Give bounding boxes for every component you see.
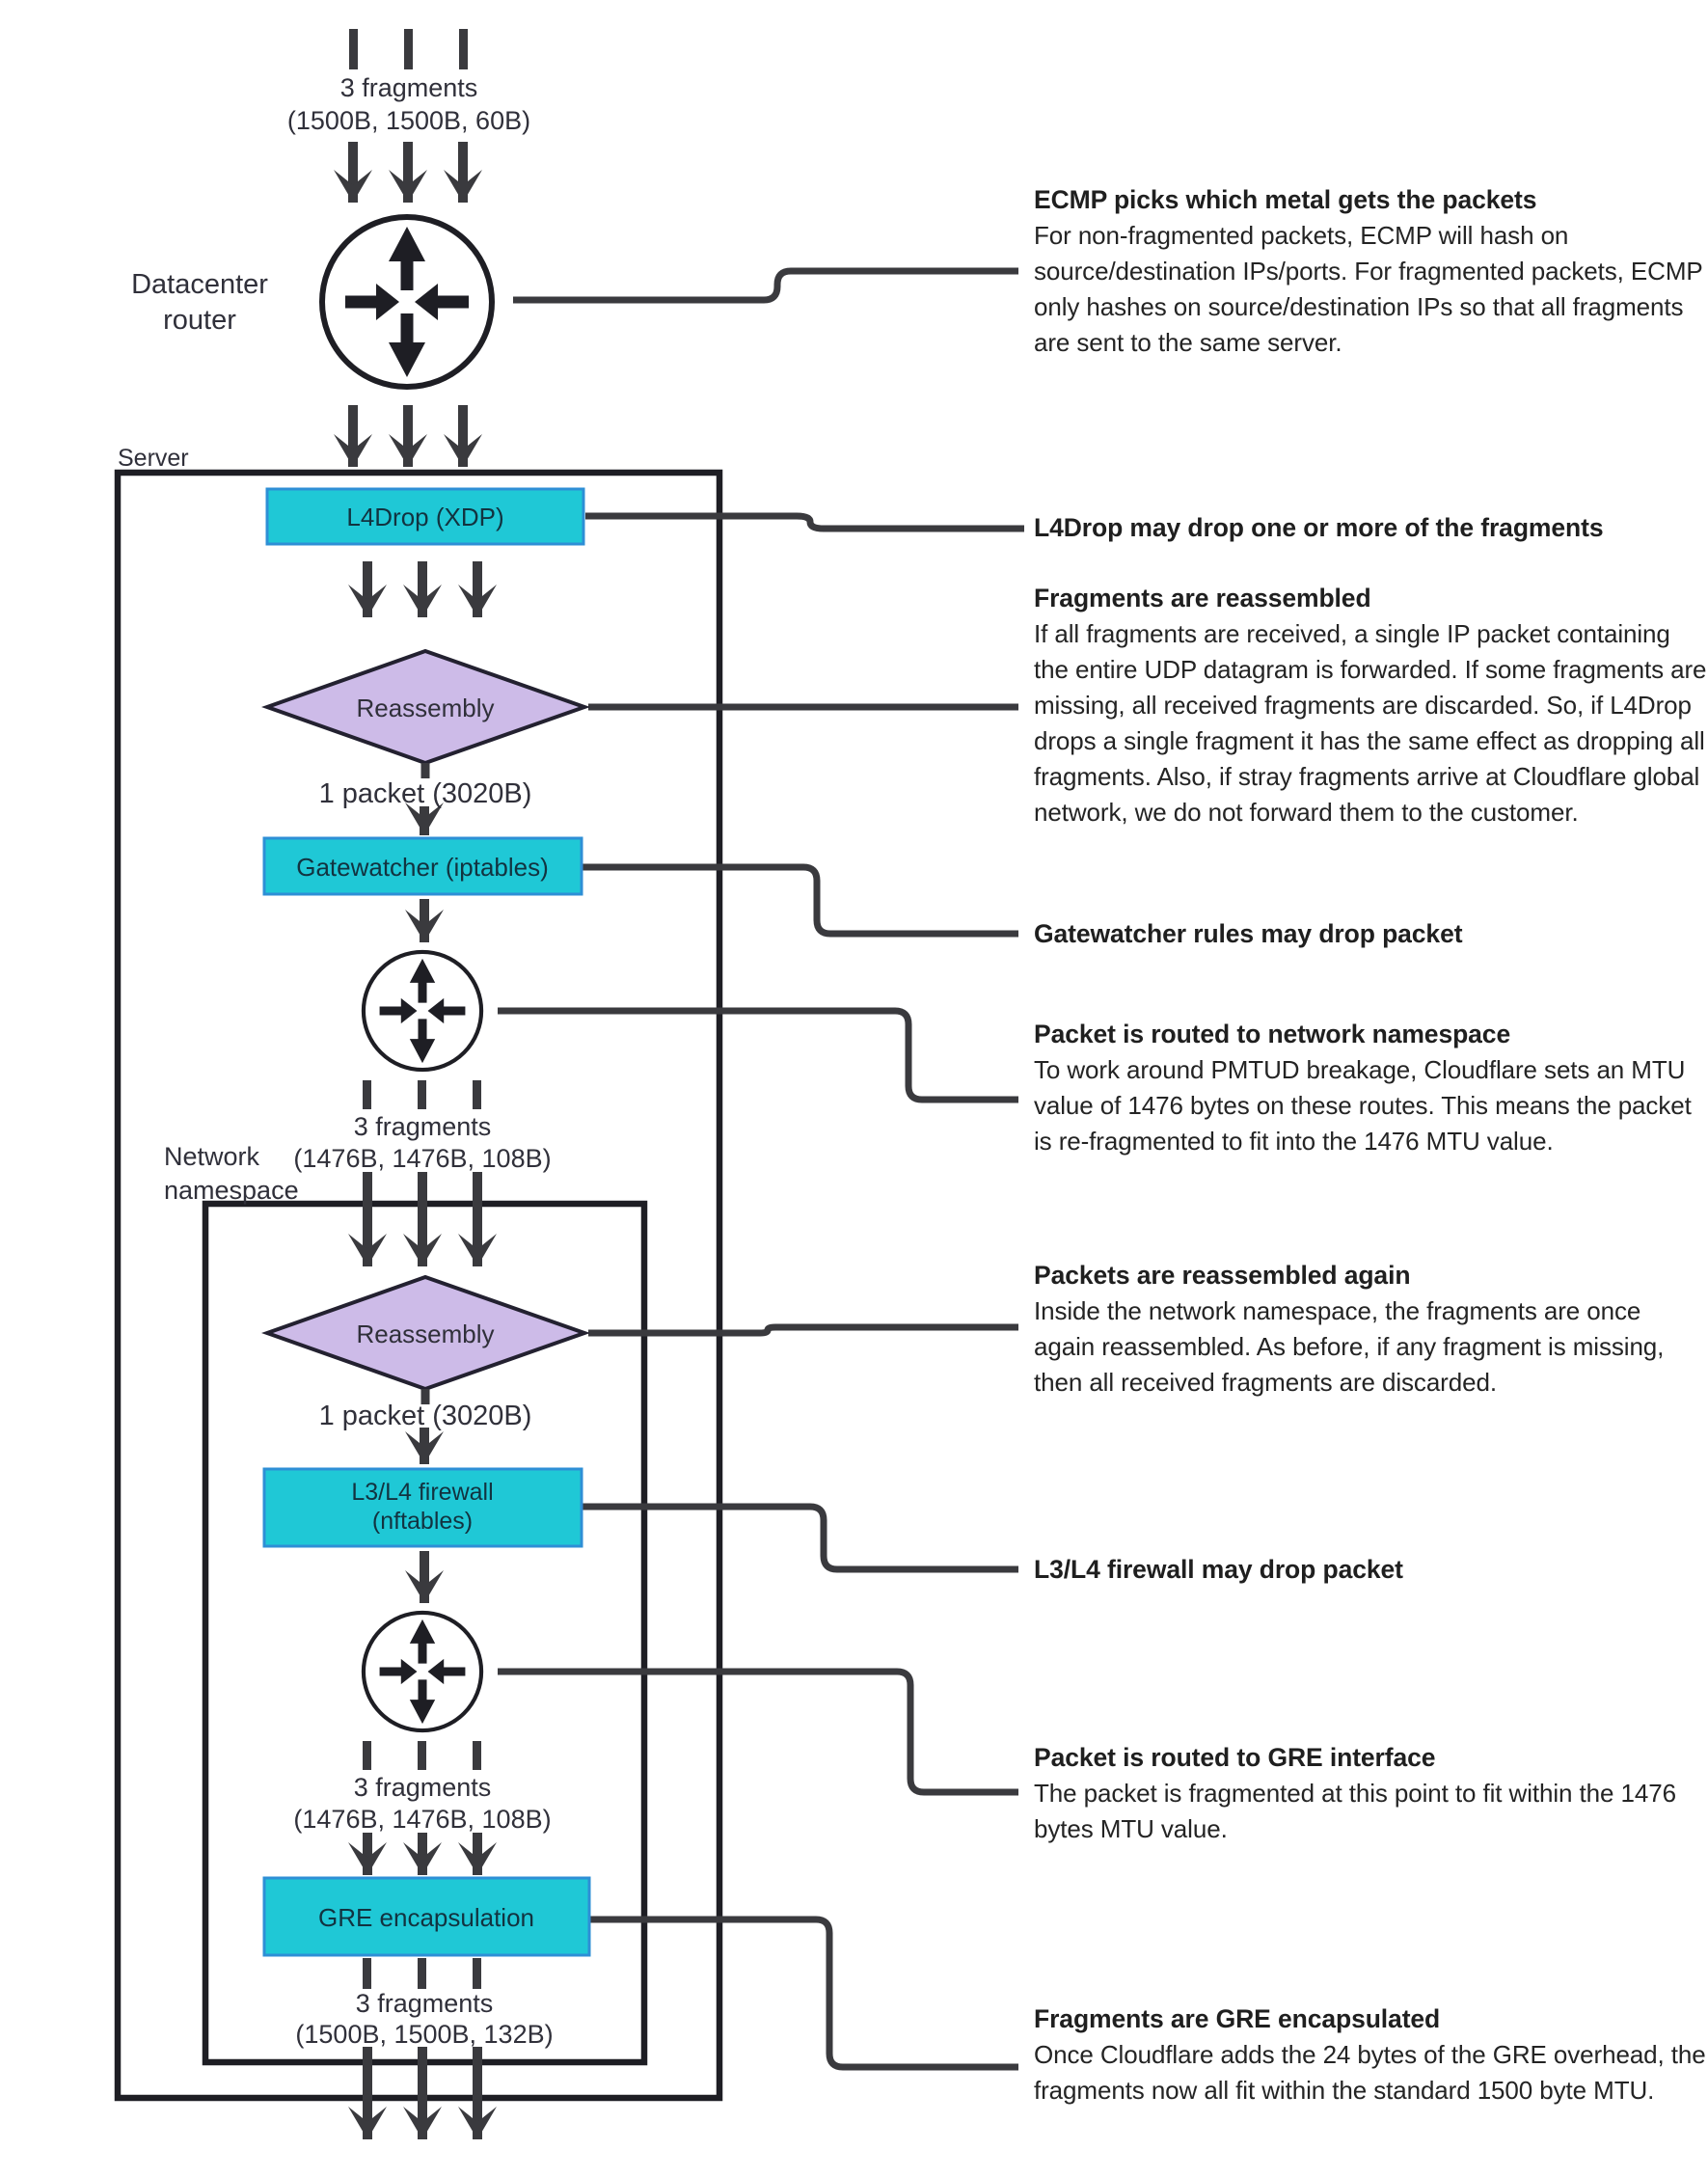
connector-ecmp bbox=[513, 271, 1018, 300]
fragments-ns-in-label: 3 fragments (1476B, 1476B, 108B) bbox=[293, 1112, 552, 1173]
server-label: Server bbox=[118, 445, 189, 472]
fragments-out-label: 3 fragments (1500B, 1500B, 132B) bbox=[295, 1989, 554, 2049]
annotation-title: Packet is routed to network namespace bbox=[1034, 1020, 1511, 1048]
diamond-stub bbox=[421, 763, 430, 778]
annotation-title: L3/L4 firewall may drop packet bbox=[1034, 1555, 1403, 1584]
annotation-firewall bbox=[1034, 1552, 1708, 1588]
annotation-title: Fragments are reassembled bbox=[1034, 584, 1371, 612]
annotation-reassembled-again bbox=[1034, 1258, 1708, 1401]
annotation-title: Packets are reassembled again bbox=[1034, 1261, 1411, 1290]
annotation-body: Once Cloudflare adds the 24 bytes of the GRE overhead, the fragments now all fit within the standard 1500 byte MTU. bbox=[1034, 2040, 1706, 2105]
annotation-gatewatcher bbox=[1034, 916, 1708, 952]
annotation-title: Gatewatcher rules may drop packet bbox=[1034, 919, 1463, 948]
datacenter-router-label: Datacenter router bbox=[131, 269, 268, 336]
annotation-title: Packet is routed to GRE interface bbox=[1034, 1743, 1436, 1772]
fragment-dashes-after-gre bbox=[363, 1958, 481, 1989]
annotation-l4drop bbox=[1034, 510, 1708, 546]
annotation-ecmp bbox=[1034, 182, 1708, 361]
reassembly-1-label: Reassembly bbox=[356, 694, 495, 722]
router-icon bbox=[364, 952, 481, 1070]
firewall-label: L3/L4 firewall (nftables) bbox=[351, 1479, 494, 1535]
gre-label: GRE encapsulation bbox=[317, 1903, 535, 1932]
fragment-dashes-top bbox=[349, 29, 468, 69]
annotation-body: If all fragments are received, a single IP packet containing the entire UDP datagram is forwarded. If some fragments are missing, all received fragments are discarded. So, if L4Drop drops a single fragment it has the same effect as dropping all fragments. Also, if stray fragments arrive at Cloudflare global network, we do not forward them to the customer. bbox=[1034, 619, 1707, 827]
annotation-body: The packet is fragmented at this point to fit within the 1476 bytes MTU value. bbox=[1034, 1779, 1676, 1843]
connector-gre-interface bbox=[498, 1672, 1018, 1792]
annotation-reassembled bbox=[1034, 581, 1708, 830]
annotation-gre-encap bbox=[1034, 2001, 1708, 2109]
network-namespace-label: Network namespace bbox=[164, 1142, 299, 1205]
fragments-gre-in-label: 3 fragments (1476B, 1476B, 108B) bbox=[293, 1773, 552, 1834]
packet-2-label: 1 packet (3020B) bbox=[318, 1401, 532, 1431]
annotation-body: Inside the network namespace, the fragments are once again reassembled. As before, if any fragment is missing, then all received fragments are discarded. bbox=[1034, 1296, 1665, 1397]
router-icon bbox=[364, 1613, 481, 1730]
packet-1-label: 1 packet (3020B) bbox=[318, 778, 532, 809]
fragment-dashes-after-router2 bbox=[363, 1080, 481, 1109]
l4drop-label: L4Drop (XDP) bbox=[346, 503, 504, 531]
gatewatcher-label: Gatewatcher (iptables) bbox=[296, 853, 549, 882]
annotation-title: L4Drop may drop one or more of the fragments bbox=[1034, 513, 1604, 542]
annotation-body: To work around PMTUD breakage, Cloudflare sets an MTU value of 1476 bytes on these routes. This means the packet is re-fragmented to fit into the 1476 MTU value. bbox=[1034, 1055, 1692, 1156]
connector-route-namespace bbox=[498, 1011, 1018, 1100]
annotation-route-namespace bbox=[1034, 1017, 1708, 1159]
annotation-title: Fragments are GRE encapsulated bbox=[1034, 2004, 1441, 2033]
fragments-in-label: 3 fragments (1500B, 1500B, 60B) bbox=[286, 73, 531, 135]
connector-l4drop bbox=[585, 516, 1024, 529]
reassembly-2-label: Reassembly bbox=[356, 1320, 495, 1348]
annotation-title: ECMP picks which metal gets the packets bbox=[1034, 185, 1537, 214]
connector-gre-encap bbox=[585, 1919, 1018, 2067]
connector-reassembly-2 bbox=[588, 1327, 1018, 1333]
annotation-body: For non-fragmented packets, ECMP will hash on source/destination IPs/ports. For fragmented packets, ECMP only hashes on source/destination IPs so that all fragments are sent to the same server. bbox=[1034, 221, 1703, 357]
annotation-gre-interface bbox=[1034, 1740, 1708, 1847]
connector-gatewatcher bbox=[582, 867, 1018, 934]
fragment-dashes-after-router3 bbox=[363, 1741, 481, 1770]
router-icon bbox=[322, 217, 492, 387]
